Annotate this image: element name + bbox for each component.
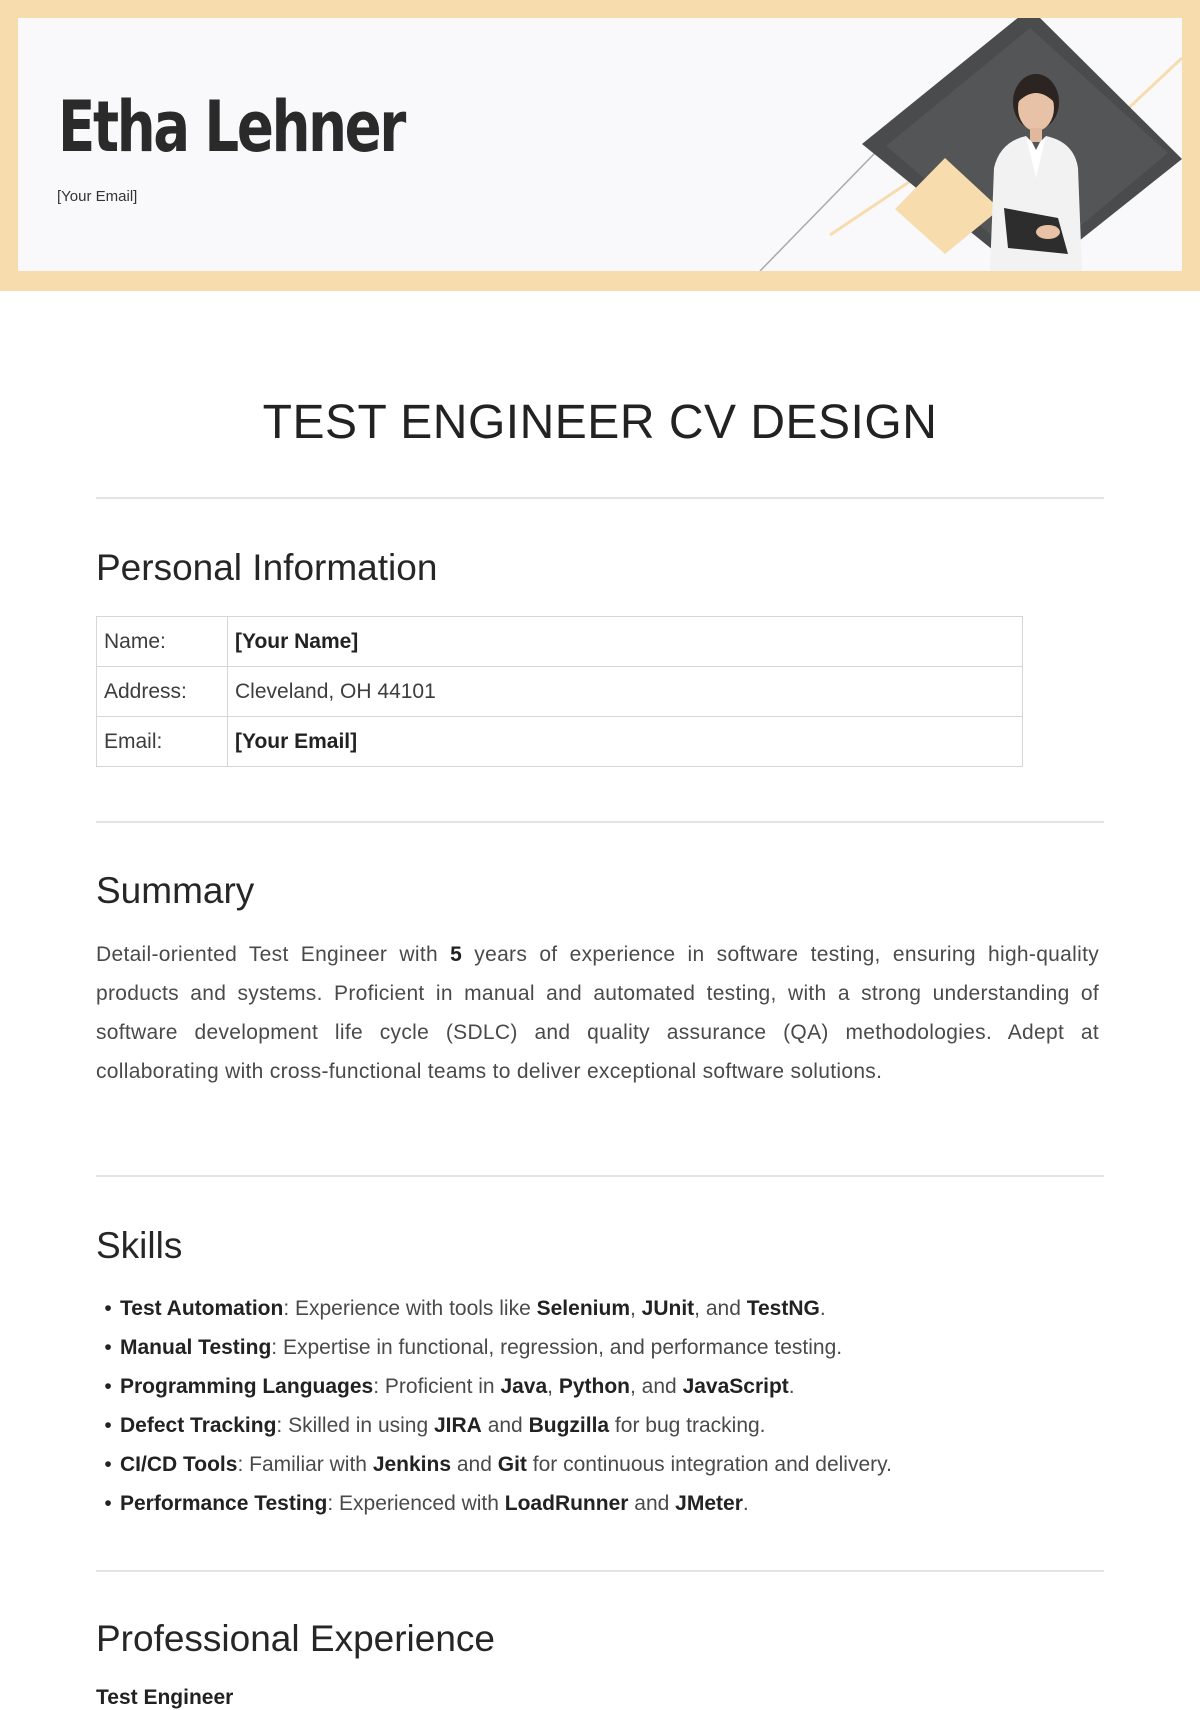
name-label: Name: <box>97 617 228 667</box>
address-label: Address: <box>97 667 228 717</box>
summary-text <box>96 935 1099 1091</box>
skill-text: for continuous integration and delivery. <box>526 1453 892 1476</box>
summary-part: years of experience in software testing, ensuring high-quality products and systems. Proficient in manual and automated testing, with a strong understanding of software development life cycle (SDLC) and quality assurance (QA) methodologies. Adept at collaborating with cross-functional teams to deliver exceptional software solutions. <box>96 943 1099 1083</box>
list-item <box>96 1328 1106 1367</box>
skill-text: . <box>819 1297 826 1320</box>
table-row <box>97 617 1023 667</box>
skill-tool: Selenium <box>536 1297 630 1320</box>
skill-text: and <box>481 1414 529 1437</box>
summary-years: 5 <box>450 943 463 966</box>
skill-tool: Python <box>558 1375 631 1398</box>
skills-heading: Skills <box>96 1225 183 1266</box>
skill-text: : Experienced with <box>327 1492 505 1515</box>
skill-text: , and <box>630 1375 683 1398</box>
skill-tool: JIRA <box>434 1414 482 1437</box>
skills-list <box>96 1289 1106 1523</box>
list-item <box>96 1367 1106 1406</box>
list-item <box>96 1484 1106 1523</box>
header-card <box>18 18 1182 271</box>
header-email: [Your Email] <box>57 188 138 205</box>
skill-text: and <box>451 1453 498 1476</box>
summary-part: Detail-oriented Test Engineer with <box>96 943 451 966</box>
skill-text: : Familiar with <box>237 1453 373 1476</box>
skill-tool: LoadRunner <box>504 1492 629 1515</box>
skill-text: for bug tracking. <box>609 1414 766 1437</box>
skill-tool: Jenkins <box>372 1453 452 1476</box>
skill-text: : Experience with tools like <box>283 1297 537 1320</box>
cv-name: Etha Lehner <box>58 86 404 168</box>
skill-text: , and <box>694 1297 747 1320</box>
list-item <box>96 1289 1106 1328</box>
job-title: Test Engineer <box>96 1686 234 1709</box>
email-value: [Your Email] <box>228 717 1023 767</box>
table-row <box>97 667 1023 717</box>
summary-heading: Summary <box>96 870 255 911</box>
skill-tool: TestNG <box>746 1297 820 1320</box>
skill-title: Programming Languages <box>120 1375 374 1398</box>
skill-text: : Expertise in functional, regression, and performance testing. <box>271 1336 843 1359</box>
skill-text: : Skilled in using <box>276 1414 434 1437</box>
divider <box>96 497 1104 499</box>
header-banner <box>0 0 1200 291</box>
skill-tool: JMeter <box>675 1492 743 1515</box>
skill-tool: JavaScript <box>682 1375 789 1398</box>
header-decoration <box>18 18 1182 271</box>
skill-text: , <box>547 1375 559 1398</box>
skill-text: , <box>630 1297 642 1320</box>
skill-text: and <box>628 1492 676 1515</box>
list-item <box>96 1406 1106 1445</box>
skill-title: Test Automation <box>120 1297 284 1320</box>
skill-title: Manual Testing <box>120 1336 272 1359</box>
divider <box>96 1175 1104 1177</box>
skill-tool: Java <box>500 1375 548 1398</box>
table-row <box>97 717 1023 767</box>
name-value: [Your Name] <box>228 617 1023 667</box>
divider <box>96 821 1104 823</box>
skill-title: CI/CD Tools <box>120 1453 238 1476</box>
skill-text: : Proficient in <box>373 1375 501 1398</box>
skill-title: Defect Tracking <box>120 1414 277 1437</box>
page-title: TEST ENGINEER CV DESIGN <box>262 396 938 449</box>
divider <box>96 1570 1104 1572</box>
personal-info-table <box>96 616 1023 767</box>
skill-tool: Git <box>497 1453 527 1476</box>
address-value: Cleveland, OH 44101 <box>228 667 1023 717</box>
skill-tool: JUnit <box>641 1297 695 1320</box>
skill-text: . <box>788 1375 795 1398</box>
skill-title: Performance Testing <box>120 1492 328 1515</box>
personal-info-heading: Personal Information <box>96 547 438 588</box>
email-label: Email: <box>97 717 228 767</box>
list-item <box>96 1445 1106 1484</box>
skill-text: . <box>742 1492 749 1515</box>
skill-tool: Bugzilla <box>528 1414 610 1437</box>
experience-heading: Professional Experience <box>96 1618 495 1659</box>
